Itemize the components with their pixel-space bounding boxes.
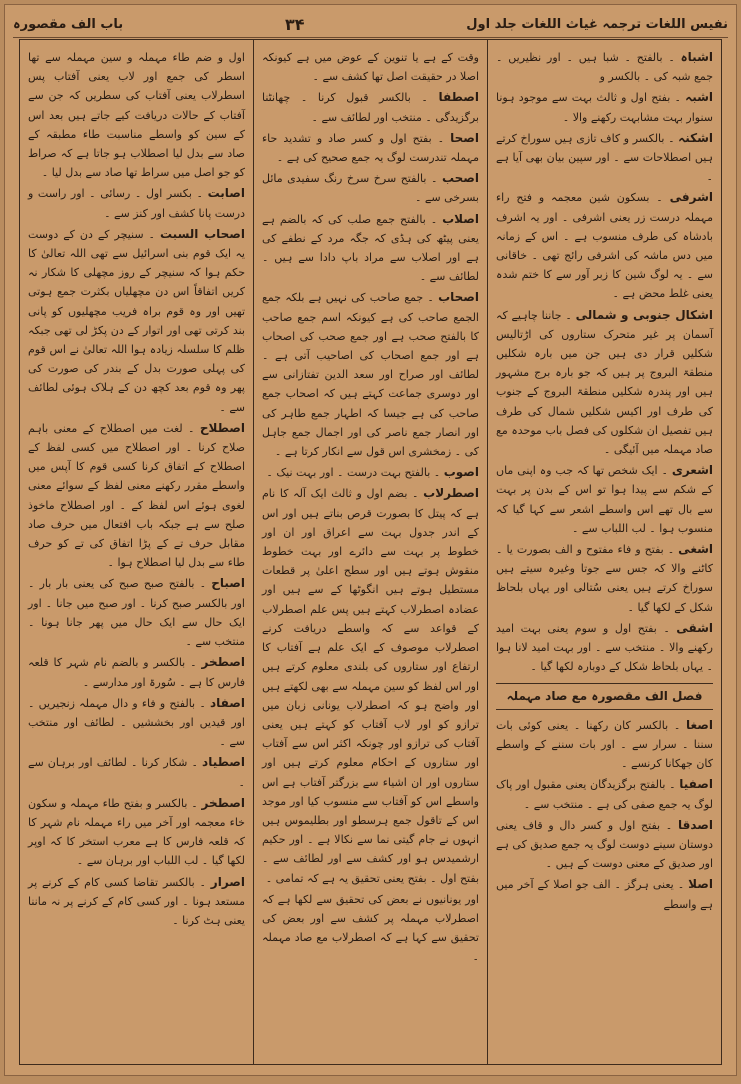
entry-definition: ۔ بفتح اول و کسر دال و قاف یعنی دوستان سینے دوست لوگ یہ جمع صدیق کی ہے اور صدیق کے معنی دوست کے ہیں ۔ [496, 818, 713, 871]
entry-definition: ۔ بفتح اول و ثالث بہت سے موجود ہونا سنوار بہت مشابہت رکھنے والا ۔ [496, 91, 713, 124]
headword: اصطخر [201, 795, 245, 810]
page [4, 4, 737, 1076]
dictionary-entry [496, 129, 713, 187]
headword: اصطلاح [199, 420, 245, 435]
dictionary-entry [496, 875, 713, 913]
dictionary-entry [262, 48, 479, 86]
headword: اصفاد [209, 695, 245, 710]
dictionary-entry [496, 619, 713, 677]
dictionary-entry [28, 653, 245, 691]
entry-definition: اور یونانیوں نے بعض کی تحقیق سے لکھا ہے کہ اصطرلاب مہملہ پر کشف سے اور بعض کی تحقیق سے کہا ہے کہ اصطرلاب مع صاد مہملہ ۔ [262, 892, 479, 964]
dictionary-entry [262, 288, 479, 461]
dictionary-entry [28, 873, 245, 931]
headword: اصغا [686, 717, 713, 732]
dictionary-entry [28, 694, 245, 752]
dictionary-entry [262, 210, 479, 287]
dictionary-entry [496, 306, 713, 460]
entry-definition: ۔ بالکسر و بالضم نام شہر کا قلعہ فارس کا ہے ۔ سُورۃ اور مدارسے ۔ [28, 656, 245, 689]
entry-definition: ۔ لغت میں اصطلاح کے معنی باہم صلاح کرنا ۔ اور اصطلاح میں کسی لفظ کے اصطلاح کے اتفاق کرنا کسی قوم کا آپس میں واسطے مقرر رکھنے معنی لفظ کے سوائے معنی لغوی ہوئے اس لفظ کے ۔ اور اصطلاح ماخوذ صلح سے ہے جبکہ باب افتعال میں حرف صاد مقابل حرف تے کے پڑا اتفاق کی تے کو حرف طاء سے بدل لیا اصطلاح ہوا ۔ [28, 421, 245, 570]
headword: اصباح [211, 576, 245, 591]
headword: اشعری [671, 463, 713, 478]
dictionary-entry [28, 225, 245, 417]
entry-definition: ۔ بالفتح و فاء و دال مہملہ زنجیریں ۔ اور قیدیں اور بخششیں ۔ لطائف اور منتخب سے ۔ [28, 696, 245, 749]
headword: اصحاب السبت [159, 226, 245, 241]
entry-definition: ۔ یعنی ہرگز ۔ الف جو اصلا کے آخر میں ہے واسطے [496, 878, 713, 911]
headword: اصطخر [201, 655, 245, 670]
dictionary-entry [262, 484, 479, 887]
dictionary-entry [262, 88, 479, 126]
headword: اصحا [450, 130, 479, 145]
entry-definition: ۔ جاننا چاہیے کہ آسمان پر غیر متحرک ستاروں کی اڑتالیس شکلیں قرار دی ہیں جن میں بارہ شکلیں منطقۃ البروج پر ہیں کہ جو بارہ برج مشہور ہیں اور پندرہ شکلیں منطقۃ البروج کے جنوب کی طرف اور اکیس شکلیں شمال کی طرف ہیں تفصیل ان شکلوں کی فصل باب موحدہ مع صاد مہملہ میں آئیگی ۔ [496, 308, 713, 457]
dictionary-entry [496, 88, 713, 126]
entry-definition: ۔ بالکسر تقاضا کسی کام کے کرنے پر مستعد ہونا ۔ اور کسی کام کے کرنے پر نہ ماننا یعنی ہٹ کرنا ۔ [28, 875, 245, 927]
dictionary-entry [496, 48, 713, 86]
dictionary-entry [496, 816, 713, 874]
entry-definition: ۔ شکار کرنا ۔ لطائف اور برہان سے ۔ [28, 756, 245, 789]
dictionary-entry [28, 574, 245, 651]
entry-definition: ۔ بالکسر کان رکھنا ۔ یعنی کوئی بات سننا ۔ سرار سے ۔ اور بات سننے کے واسطے کان جھکانا کرنسے ۔ [496, 718, 713, 771]
headword: اشبہ [685, 90, 713, 105]
headword: اشقی [676, 620, 713, 635]
entry-definition: وقت کے ہے یا تنوین کے عوض میں ہے کیونکہ اصلا در حقیقت اصل تھا کشف سے ۔ [262, 51, 479, 84]
headword: اصرار [210, 874, 245, 889]
headword: اشکال جنوبی و شمالی [575, 307, 713, 322]
dictionary-entry [28, 794, 245, 871]
dictionary-entry [28, 48, 245, 182]
entry-definition: ۔ بفتح اول و سوم یعنی بہت امید رکھنے والا ۔ منتخب سے ۔ اور بہت امید لانا ہوا ۔ یہاں بلحاظ شکل کے دوبارہ لکھا گیا ۔ [496, 621, 713, 674]
headword: اصحب [441, 171, 479, 186]
entry-definition: اول و ضم طاء مہملہ و سین مہملہ سے تھا اسطر کی جمع اور لاب یعنی آفتاب پس اسطرلاب یعنی آفتاب کی سطریں کہ جن سے آفتاب کے حالات دریافت کیے جاتے ہیں بعد اس کے سین کو واسطے مناسبت طاء مطبقہ کے صاد سے بدل لیا اصطلاب ہو جاتا ہے کہ صراط کو جو اصل میں سراط تھا صاد سے بدل لیا ۔ [28, 51, 245, 180]
headword: اصطیاد [202, 755, 245, 770]
entry-definition: ۔ ایک شخص تھا کہ جب وہ اپنی ماں کے شکم سے پیدا ہوا تو اس کے بدن پر بہت سے بال تھے اس واسطے اشعر سے کہا گیا کہ منسوب ہوا ۔ لب اللباب سے ۔ [496, 464, 713, 535]
headword: اصطفا [438, 90, 479, 105]
page-header [13, 11, 728, 38]
headword: اصوب [443, 465, 479, 480]
entry-definition: ۔ بالفتح برگزیدگان یعنی مقبول اور پاک لوگ یہ جمع صفی کی ہے ۔ منتخب سے ۔ [496, 778, 713, 811]
entry-definition: ۔ بالکسر و کاف تازی ہیں سوراخ کرتے ہیں اصطلاحات سے ۔ اور سپین بیان بھی آیا ہے ۔ [496, 131, 713, 184]
headword: اصدقا [677, 817, 713, 832]
headword: اصابت [207, 186, 245, 201]
dictionary-entry [496, 775, 713, 813]
entry-definition: ۔ بالکسر و بفتح طاء مہملہ و سکون خاء معجمہ اور آخر میں راء مہملہ نام شہر کا کہ قلعہ فارس کا ہے معرب استخر کا کہ اوپر لکھا گیا ۔ لب اللباب اور برہان سے ۔ [28, 796, 245, 868]
headword: اصحاب [438, 290, 479, 305]
entry-definition: ۔ بفتح و فاء مفتوح و الف بصورت یا ۔ کاٹنے والا کہ جس سے جوتا وغیرہ سیتے ہیں سوراخ کرتے ہیں یعنی سُتالی اور یہاں بلحاظ شکل کے لکھا گیا ۔ [496, 543, 713, 614]
dictionary-entry [28, 184, 245, 222]
dictionary-entry [496, 461, 713, 538]
headword: اشکنہ [678, 130, 713, 145]
entry-definition: ۔ بالفتح جمع صلب کی کہ بالضم ہے یعنی پیٹھ کی ہڈی کہ جگہ مرد کے نطفے کی ہے اور اصلاب سے مراد باپ دادا سے ہیں ۔ لطائف سے ۔ [262, 212, 479, 284]
entry-definition: ۔ سنیچر کے دن کے دوست یہ ایک قوم بنی اسرائیل سے تھی اللہ تعالیٰ کا حکم ہوا کہ سنیچر کے روز مچھلی کا شکار نہ کریں اتفاقاً اس دن مچھلیاں بکثرت جمع ہوتی تھیں اور وہ قوم براہ فریب مچھلیوں کو پانی بند کرتی تھی اور اتوار کے دن پکڑ لی تھی جبکہ ظلم کا سلسلہ زیادہ ہوا اللہ تعالیٰ نے اس قوم کی پہلی صورت بدل کے بندر کی صورت کی پھر وہ قوم بعد کچھ دن کے ہلاک ہوئی لطائف سے ۔ [28, 227, 245, 414]
entry-definition: ۔ بالفتح بہت درست ۔ اور بہت نیک ۔ [266, 466, 444, 480]
headword: اصطرلاب [423, 486, 479, 501]
headword: اصفیا [679, 777, 713, 792]
headword: اصلاب [442, 211, 479, 226]
headword: اشباہ [680, 50, 713, 64]
dictionary-entry [28, 753, 245, 791]
text-frame [19, 39, 722, 1065]
dictionary-entry [496, 716, 713, 774]
dictionary-entry [496, 540, 713, 617]
headword: اشرفی [669, 190, 713, 205]
entry-definition: ۔ بفتح اول و کسر صاد و تشدید حاء مہملہ تندرست لوگ یہ جمع صحیح کی ہے ۔ [262, 131, 479, 165]
column-left [20, 40, 254, 1064]
dictionary-entry [28, 419, 245, 573]
entry-definition: ۔ بالفتح ۔ شبا ہیں ۔ اور نظیریں ۔ جمع شبہ کی ۔ بالکسر و [496, 51, 713, 84]
header-book-title: نفیس اللغات ترجمہ غیاث اللغات جلد اول [466, 16, 728, 32]
entry-definition: ۔ بالکسر قبول کرنا ۔ چھانٹنا برگزیدگی ۔ منتخب اور لطائف سے ۔ [262, 91, 479, 124]
entry-definition: ۔ بکسر اول ۔ رسائی ۔ اور راست و درست پانا کشف اور کنز سے ۔ [28, 187, 245, 220]
dictionary-entry [496, 188, 713, 303]
entry-definition: ۔ بضم اول و ثالث ایک آلہ کا نام ہے کہ پیتل کا بصورت قرص بناتے ہیں اور اس کے اندر جدول بہت سے اعراق اور ان اور خطوط پر بہت سے دائرے اور بہت خطوط منقوش ہوتے ہیں اور سطح اعلیٰ پر قطعات مستطیل ہوتے ہیں انگوٹھا کے سے ہیں اور عضادہ اصطرلاب کہتے ہیں پس علم اصطرلاب کے قواعد سے کہ واسطے دریافت کرنے اصطرلاب موصوف کے ایک علم ہے آفتاب کا ارتفاع اور ستاروں کی بلندی معلوم کرتے ہیں اور اس لفظ کو سین مہملہ سے بھی لکھتے ہیں اور واضح ہو کہ اصطرلاب یونانی زبان میں ترازو کو اور لاب آفتاب کو کہتے ہیں یعنی آفتاب کی ترازو اور چونکہ اکثر اس سے آفتاب اور ستاروں کے احکام معلوم کرتے ہیں اور ستاروں اور ان اشیاء سے بزرگتر آفتاب ہے اس واسطے اس کو آفتاب سے منسوب کیا اور موجد اس کے تاقول جمع ہرسطو اور بطلیموس ہیں انہوں نے جام گیتی نما سے نکالا ہے ۔ اور حکیم ارشمیدس ہو اور کشف سے اور لطائف سے ۔ بفتح اول ۔ بفتح یعنی تحقیق یہ ہے کہ تمامی ۔ [262, 487, 479, 885]
headword: اصلا [688, 877, 713, 892]
dictionary-entry [262, 169, 479, 207]
column-middle [254, 40, 488, 1064]
entry-definition: ۔ بالفتح سرخ سرخ رنگ سفیدی مائل بسرخی سے ۔ [262, 172, 479, 205]
entry-definition: ۔ جمع صاحب کی نہیں ہے بلکہ جمع الجمع صاحب کی ہے کیونکہ اسم جمع صاحب کا بالفتح صحب ہے اور جمع صحب کی اصحاب ہے اور جمع اصحاب کی اصاحیب آتی ہے ۔ لطائف اور صراح اور سعد الدین تفتازانی سے اور دوسری جماعت کہتے ہیں کہ اصحاب جمع صاحب کی ہے جیسا کہ اطہار جمع طاہر کی اور انصار جمع ناصر کی اور اجمال جمع جاہل کی ۔ زمخشری اس قول سے انکار کرتا ہے ۔ [262, 291, 479, 459]
entry-definition: ۔ بسکون شین معجمہ و فتح راء مہملہ درست زر یعنی اشرفی ۔ اور یہ اشرف بادشاہ کی طرف منسوب ہے ۔ اس کے زمانہ میں دس ماشہ کی اشرفی رائج تھی ۔ خاقانی سے ۔ یہ لوگ شین کا زبر آور سے کا ختم شدہ یعنی غلط محض ہے ۔ [496, 191, 713, 301]
headword: اشغی [678, 542, 713, 557]
dictionary-entry [262, 463, 479, 482]
section-heading: فصل الف مقصورہ مع صاد مہملہ [496, 683, 713, 710]
column-right [488, 40, 721, 1064]
header-chapter-title: باب الف مقصورہ [13, 16, 124, 32]
dictionary-entry [262, 129, 479, 167]
entry-definition: ۔ بالفتح صبح صبح کی یعنی بار بار ۔ اور بالکسر صبح کرنا ۔ اور صبح میں جانا ۔ اور ایک حال سے ایک حال میں پھر جانا ہونا ۔ منتخب سے ۔ [28, 577, 245, 649]
dictionary-entry [262, 890, 479, 967]
page-number: ۳۴ [284, 14, 305, 34]
